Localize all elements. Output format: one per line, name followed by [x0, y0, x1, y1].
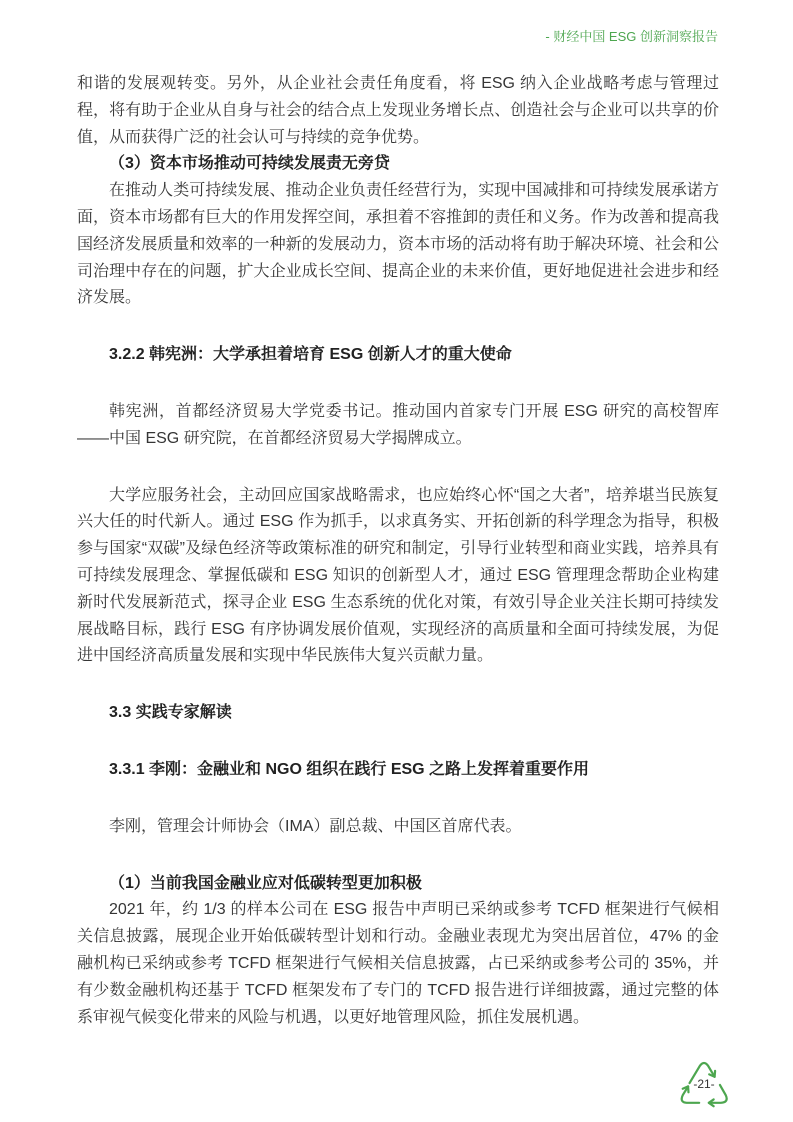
section-heading-3-3: 3.3 实践专家解读 — [109, 704, 232, 722]
paragraph-capital-market: 在推动人类可持续发展、推动企业负责任经营行为，实现中国减排和可持续发展承诺方面，资本市场都有巨大的作用发挥空间，承担着不容推卸的责任和义务。作为改善和提高我国经济发展质量和效率的一种新的发展动力，资本市场的活动将有助于解决环境、社会和公司治理中存在的问题，扩大企业成长空间、提高企业的未来价值，更好地促进社会进步和经济发展。 — [77, 182, 719, 307]
subheading-capital-market: （3）资本市场推动可持续发展责无旁贷 — [109, 155, 390, 173]
paragraph-tcfd-disclosure: 2021 年，约 1/3 的样本公司在 ESG 报告中声明已采纳或参考 TCFD 框架进行气候相关信息披露，展现企业开始低碳转型计划和行动。金融业表现尤为突出居首位，47% 的金融机构已采纳或参考 TCFD 框架进行气候相关信息披露，占已采纳或参考公司的 35%，并有少数金融机构还基于 TCFD 框架发布了专门的 TCFD 报告进行详细披露，通过完整的体系审视气候变化带来的风险与机遇，以更好地管理风险，抓住发展机遇。 — [77, 901, 719, 1026]
paragraph-university-mission: 大学应服务社会，主动回应国家战略需求，也应始终心怀“国之大者”，培养堪当民族复兴大任的时代新人。通过 ESG 作为抓手，以求真务实、开拓创新的科学理念为指导，积极参与国家“双碳”及绿色经济等政策标准的研究和制定，引导行业转型和商业实践，培养具有可持续发展理念、掌握低碳和 ESG 知识的创新型人才，通过 ESG 管理理念帮助企业构建新时代发展新范式，探寻企业 ESG 生态系统的优化对策，有效引导企业关注长期可持续发展战略目标，践行 ESG 有序协调发展价值观，实现经济的高质量和全面可持续发展，为促进中国经济高质量发展和实现中华民族伟大复兴贡献力量。 — [77, 486, 719, 665]
page-content — [77, 71, 719, 1031]
page-number: -21- — [693, 1077, 715, 1091]
subheading-financial-industry: （1）当前我国金融业应对低碳转型更加积极 — [109, 874, 422, 892]
paragraph-li-gang-intro: 李刚，管理会计师协会（IMA）副总裁、中国区首席代表。 — [109, 817, 522, 835]
paragraph-han-xianzhou-intro: 韩宪洲，首都经济贸易大学党委书记。推动国内首家专门开展 ESG 研究的高校智库——中国 ESG 研究院，在首都经济贸易大学揭牌成立。 — [77, 402, 719, 447]
section-heading-3-3-1: 3.3.1 李刚：金融业和 NGO 组织在践行 ESG 之路上发挥着重要作用 — [109, 760, 590, 778]
running-header-title: - 财经中国 ESG 创新洞察报告 — [545, 29, 718, 44]
section-heading-3-2-2: 3.2.2 韩宪洲：大学承担着培育 ESG 创新人才的重大使命 — [109, 346, 512, 364]
paragraph-continuation: 和谐的发展观转变。另外，从企业社会责任角度看，将 ESG 纳入企业战略考虑与管理过程，将有助于企业从自身与社会的结合点上发现业务增长点、创造社会与企业可以共享的价值，从而获得广泛的社会认可与持续的竞争优势。 — [77, 75, 719, 146]
